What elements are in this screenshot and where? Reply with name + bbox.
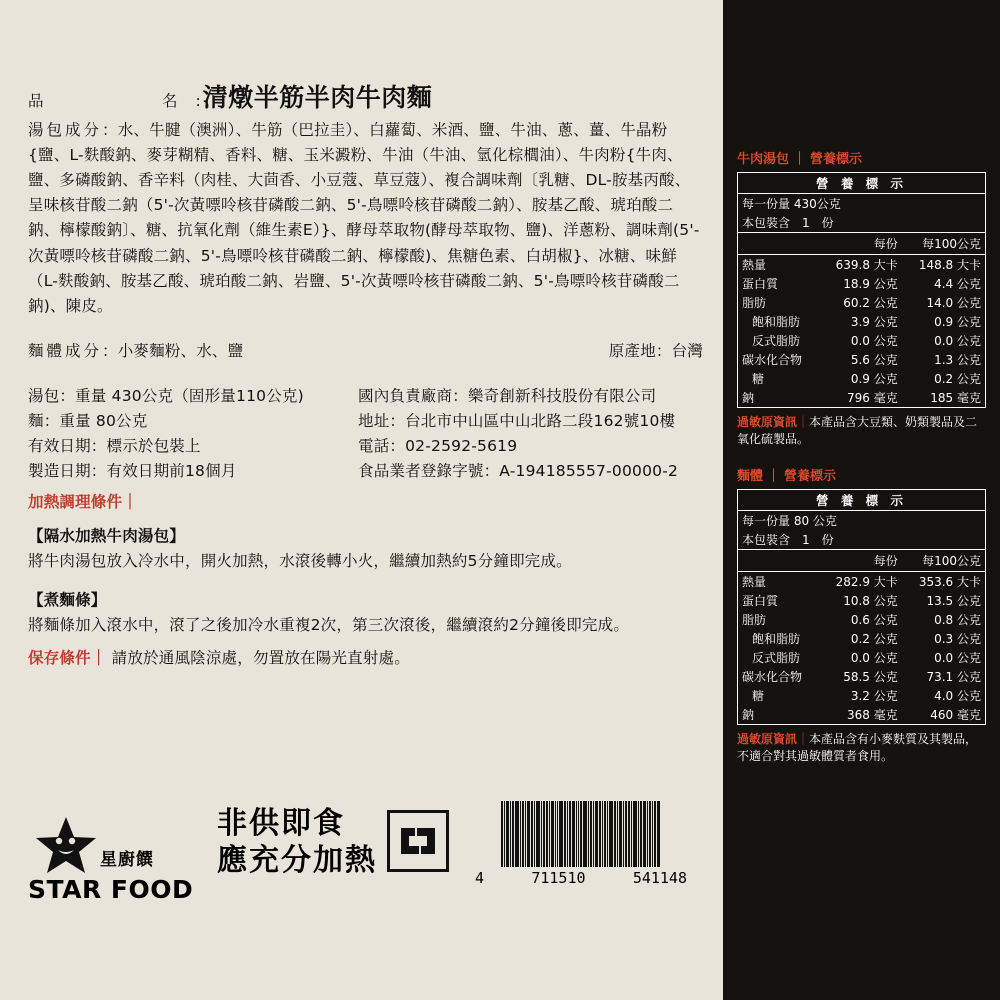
specs-column bbox=[28, 384, 358, 484]
nutrient-row bbox=[738, 629, 986, 648]
storage-divider: ｜ bbox=[90, 648, 107, 667]
nutrient-per-serving: 796 毫克 bbox=[847, 391, 898, 405]
nutrient-row bbox=[738, 274, 986, 293]
allergen-text: 本產品含有小麥麩質及其製品，不適合對其過敏體質者食用。 bbox=[737, 731, 978, 764]
nutrient-name: 脂肪 bbox=[742, 612, 767, 627]
allergen-info bbox=[737, 731, 986, 766]
serving-size: 每一份量 430公克 bbox=[742, 197, 841, 211]
nutrient-per-100g: 4.4 公克 bbox=[934, 277, 981, 291]
section-divider: ｜ bbox=[793, 152, 807, 167]
nutrient-name: 鈉 bbox=[742, 391, 755, 405]
heat-warning bbox=[217, 805, 377, 880]
nutrient-name: 糖 bbox=[752, 688, 765, 703]
nutrient-per-serving: 60.2 公克 bbox=[843, 296, 898, 310]
spec-line: 有效日期：標示於包裝上 bbox=[28, 437, 201, 456]
nutrition-table-title: 營 養 標 示 bbox=[738, 173, 986, 194]
noodle-ingredients-colon: ： bbox=[102, 341, 118, 360]
nutrient-name: 碳水化合物 bbox=[742, 669, 803, 684]
nutrient-name: 飽和脂肪 bbox=[752, 315, 801, 329]
nutrient-row bbox=[738, 293, 986, 312]
nutrition-table bbox=[737, 489, 986, 725]
nutrient-per-100g: 0.3 公克 bbox=[934, 631, 981, 646]
soup-ingredients bbox=[28, 118, 703, 319]
nutrition-panel bbox=[723, 0, 1000, 1000]
product-name-value: 清燉半筋半肉牛肉麵 bbox=[202, 83, 433, 112]
nutrient-per-serving: 10.8 公克 bbox=[843, 593, 898, 608]
nutrient-name: 糖 bbox=[752, 372, 765, 386]
nutrient-per-100g: 73.1 公克 bbox=[926, 669, 981, 684]
manufacturer-column bbox=[358, 384, 703, 484]
nutrient-per-serving: 3.9 公克 bbox=[850, 315, 898, 329]
allergen-divider: ｜ bbox=[797, 415, 810, 429]
nutrient-name: 鈉 bbox=[742, 707, 755, 722]
nutrition-table-title: 營 養 標 示 bbox=[738, 489, 986, 510]
nutrient-per-serving: 639.8 大卡 bbox=[835, 258, 898, 272]
nutrient-row bbox=[738, 388, 986, 408]
nutrient-per-100g: 13.5 公克 bbox=[926, 593, 981, 608]
nutrient-per-100g: 0.2 公克 bbox=[934, 372, 981, 386]
product-name-row bbox=[28, 78, 703, 114]
spec-line: 製造日期：有效日期前18個月 bbox=[28, 462, 237, 481]
instruction-step-title: 【煮麵條】 bbox=[28, 590, 107, 609]
nutrient-row bbox=[738, 648, 986, 667]
nutrient-per-100g: 4.0 公克 bbox=[934, 688, 981, 703]
allergen-label: 過敏原資訊 bbox=[737, 415, 798, 429]
manufacturer-line: 地址：台北市中山區中山北路二段162號10樓 bbox=[358, 412, 676, 431]
nutrient-per-serving: 3.2 公克 bbox=[850, 688, 898, 703]
origin-text: 原產地：台灣 bbox=[608, 341, 703, 360]
heading-divider: ｜ bbox=[122, 493, 138, 512]
nutrient-name: 熱量 bbox=[742, 574, 767, 589]
nutrient-row bbox=[738, 610, 986, 629]
nutrient-name: 脂肪 bbox=[742, 296, 767, 310]
recycle-icon bbox=[387, 810, 449, 876]
column-header-per-100g: 每100公克 bbox=[922, 237, 981, 251]
footer-area bbox=[28, 790, 708, 904]
product-name-colon: : bbox=[195, 92, 201, 110]
nutrient-row bbox=[738, 255, 986, 275]
nutrient-per-serving: 0.6 公克 bbox=[850, 612, 898, 627]
nutrient-per-serving: 282.9 大卡 bbox=[835, 574, 898, 589]
nutrient-row bbox=[738, 591, 986, 610]
nutrient-row bbox=[738, 369, 986, 388]
barcode-group-2: 541148 bbox=[632, 869, 687, 887]
soup-ingredients-label: 湯包成分 bbox=[28, 121, 103, 139]
nutrition-table bbox=[737, 172, 986, 408]
nutrient-name: 反式脂肪 bbox=[752, 334, 801, 348]
instruction-step-body: 將牛肉湯包放入冷水中，開火加熱，水滾後轉小火，繼續加熱約5分鐘即完成。 bbox=[28, 551, 572, 570]
product-name-label: 品 名 bbox=[28, 92, 196, 110]
allergen-divider: ｜ bbox=[797, 731, 810, 746]
nutrient-per-100g: 460 毫克 bbox=[930, 707, 981, 722]
brand-logo bbox=[28, 815, 203, 904]
nutrient-row bbox=[738, 312, 986, 331]
nutrient-per-100g: 353.6 大卡 bbox=[918, 574, 981, 589]
column-header-per-100g: 每100公克 bbox=[922, 553, 981, 568]
star-icon bbox=[34, 815, 96, 875]
nutrition-section-title: 牛肉湯包 bbox=[737, 152, 790, 167]
column-header-per-serving: 每份 bbox=[873, 237, 898, 251]
nutrient-name: 蛋白質 bbox=[742, 277, 779, 291]
servings-per-package: 本包裝含 1 份 bbox=[742, 532, 834, 547]
nutrient-row bbox=[738, 571, 986, 591]
nutrient-name: 蛋白質 bbox=[742, 593, 779, 608]
nutrient-name: 碳水化合物 bbox=[742, 353, 803, 367]
nutrient-per-serving: 0.0 公克 bbox=[850, 334, 898, 348]
nutrient-per-100g: 185 毫克 bbox=[930, 391, 981, 405]
nutrient-name: 反式脂肪 bbox=[752, 650, 801, 665]
nutrient-per-serving: 0.9 公克 bbox=[850, 372, 898, 386]
manufacturer-line: 食品業者登錄字號：A-194185557-00000-2 bbox=[358, 462, 679, 481]
heating-instructions-heading-text: 加熱調理條件 bbox=[28, 493, 123, 512]
nutrition-section-header bbox=[737, 148, 986, 167]
soup-ingredients-colon: ： bbox=[102, 121, 118, 139]
nutrition-section-sub: 營養標示 bbox=[784, 468, 837, 484]
heating-instructions-heading bbox=[28, 490, 703, 515]
noodle-ingredients-text: 小麥麵粉、水、鹽 bbox=[117, 341, 244, 360]
nutrient-name: 飽和脂肪 bbox=[752, 631, 801, 646]
nutrient-row bbox=[738, 686, 986, 705]
nutrient-row bbox=[738, 350, 986, 369]
storage-condition bbox=[28, 646, 703, 671]
storage-condition-text: 請放於通風陰涼處，勿置放在陽光直射處。 bbox=[111, 648, 410, 667]
nutrition-section-sub: 營養標示 bbox=[810, 152, 863, 167]
allergen-info bbox=[737, 414, 986, 449]
specs-and-manufacturer bbox=[28, 384, 703, 484]
storage-condition-label: 保存條件 bbox=[28, 648, 91, 667]
nutrient-per-100g: 0.9 公克 bbox=[934, 315, 981, 329]
allergen-text: 本產品含大豆類、奶類製品及二氧化硫製品。 bbox=[737, 415, 978, 447]
allergen-label: 過敏原資訊 bbox=[737, 731, 798, 746]
nutrient-per-serving: 5.6 公克 bbox=[850, 353, 898, 367]
barcode-digits bbox=[475, 869, 687, 887]
nutrient-per-100g: 14.0 公克 bbox=[926, 296, 981, 310]
nutrient-col-blank bbox=[738, 549, 819, 571]
nutrient-per-100g: 0.8 公克 bbox=[934, 612, 981, 627]
barcode bbox=[475, 801, 687, 887]
spec-line: 湯包：重量 430公克（固形量110公克) bbox=[28, 386, 304, 405]
nutrient-per-100g: 1.3 公克 bbox=[934, 353, 981, 367]
brand-name-cn: 星廚饌 bbox=[100, 850, 154, 870]
brand-name-en: STAR FOOD bbox=[28, 875, 194, 904]
nutrient-per-serving: 18.9 公克 bbox=[843, 277, 898, 291]
nutrition-section-title: 麵體 bbox=[737, 468, 764, 484]
nutrient-per-serving: 58.5 公克 bbox=[843, 669, 898, 684]
manufacturer-line: 電話：02-2592-5619 bbox=[358, 437, 518, 456]
nutrient-per-100g: 0.0 公克 bbox=[934, 334, 981, 348]
heat-warning-line2: 應充分加熱 bbox=[217, 843, 377, 878]
serving-size: 每一份量 80 公克 bbox=[742, 513, 837, 528]
noodle-ingredients-label: 麵體成分 bbox=[28, 341, 103, 360]
nutrient-per-serving: 0.2 公克 bbox=[850, 631, 898, 646]
nutrient-row bbox=[738, 667, 986, 686]
nutrient-per-serving: 368 毫克 bbox=[847, 707, 898, 722]
spec-line: 麵：重量 80公克 bbox=[28, 412, 148, 431]
nutrient-per-serving: 0.0 公克 bbox=[850, 650, 898, 665]
manufacturer-line: 國內負責廠商：樂奇創新科技股份有限公司 bbox=[358, 386, 657, 405]
nutrient-row bbox=[738, 331, 986, 350]
nutrient-col-blank bbox=[738, 233, 819, 255]
barcode-left-digit: 4 bbox=[475, 869, 485, 887]
nutrient-name: 熱量 bbox=[742, 258, 767, 272]
heat-warning-line1: 非供即食 bbox=[217, 805, 345, 841]
nutrition-section-header bbox=[737, 465, 986, 484]
servings-per-package: 本包裝含 1 份 bbox=[742, 216, 834, 230]
noodle-ingredients-row bbox=[28, 339, 703, 364]
nutrient-per-100g: 0.0 公克 bbox=[934, 650, 981, 665]
nutrient-row bbox=[738, 705, 986, 725]
column-header-per-serving: 每份 bbox=[873, 553, 898, 568]
barcode-group-1: 711510 bbox=[531, 869, 586, 887]
section-divider: ｜ bbox=[767, 468, 781, 484]
barcode-bars bbox=[501, 801, 661, 867]
nutrient-per-100g: 148.8 大卡 bbox=[918, 258, 981, 272]
instruction-step-title: 【隔水加熱牛肉湯包】 bbox=[28, 526, 186, 545]
soup-ingredients-text: 水、牛腱（澳洲）、牛筋（巴拉圭）、白蘿蔔、米酒、鹽、牛油、蔥、薑、牛晶粉{鹽、L-麩酸鈉、麥芽糊精、香料、糖、玉米澱粉、牛油（牛油、氫化棕櫚油）、牛肉粉{牛肉、鹽、多磷酸鈉、香辛料（肉桂、大茴香、小豆蔻、草豆蔻）、複合調味劑〔乳糖、DL-胺基丙酸、呈味核苷酸二鈉（5'-次黃嘌呤核苷磷酸二鈉、5'-鳥嘌呤核苷磷酸二鈉）、胺基乙酸、琥珀酸二鈉、檸檬酸鈉〕、糖、抗氧化劑（維生素E）}、酵母萃取物(酵母萃取物、鹽)、洋蔥粉、調味劑(5'-次黃嘌呤核苷磷酸二鈉、5'-鳥嘌呤核苷磷酸二鈉、檸檬酸)、焦糖色素、白胡椒}、冰糖、味鮮（L-麩酸鈉、胺基乙酸、琥珀酸二鈉、岩鹽、5'-次黃嘌呤核苷磷酸二鈉、5'-鳥嘌呤核苷磷酸二鈉)、陳皮。 bbox=[28, 121, 700, 315]
instruction-step-body: 將麵條加入滾水中，滾了之後加冷水重複2次，第三次滾後，繼續滾約2分鐘後即完成。 bbox=[28, 615, 630, 634]
